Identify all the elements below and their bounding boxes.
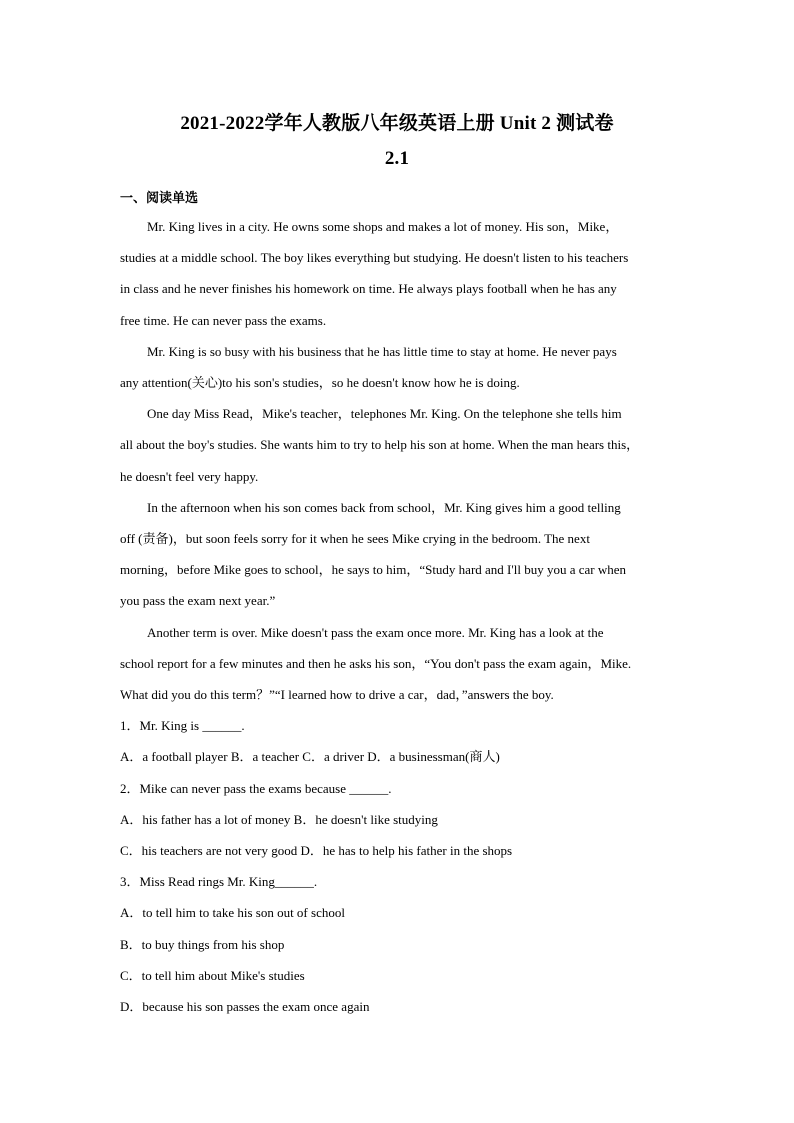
passage-line: One day Miss Read，Mike's teacher，telephones Mr. King. On the telephone she tells him	[147, 406, 622, 421]
passage-line: In the afternoon when his son comes back from school，Mr. King gives him a good telling	[147, 500, 621, 515]
passage-line: What did you do this term？”“I learned how to drive a car，dad，”answers the boy.	[120, 687, 554, 702]
passage-line: Mr. King is so busy with his business that he has little time to stay at home. He never pays	[147, 344, 617, 359]
question-2: 2．Mike can never pass the exams because ______.	[120, 781, 392, 796]
question-3-option-d: D．because his son passes the exam once again	[120, 999, 370, 1014]
question-3-option-a: A．to tell him to take his son out of school	[120, 905, 345, 920]
question-3-option-c: C．to tell him about Mike's studies	[120, 968, 305, 983]
question-1-options: A．a football player B．a teacher C．a driver D．a businessman(商人)	[120, 749, 500, 764]
passage-line: Another term is over. Mike doesn't pass the exam once more. Mr. King has a look at the	[147, 625, 604, 640]
document-title-version: 2.1	[384, 148, 410, 169]
passage-line: free time. He can never pass the exams.	[120, 313, 327, 328]
passage-line: any attention(关心)to his son's studies，so he doesn't know how he is doing.	[120, 375, 520, 390]
passage-line: in class and he never finishes his homework on time. He always plays football when he has any	[120, 281, 617, 296]
passage-line: school report for a few minutes and then he asks his son，“You don't pass the exam again，Mike.	[120, 656, 632, 671]
question-2-options-cd: C．his teachers are not very good D．he has to help his father in the shops	[120, 843, 513, 858]
question-3-option-b: B．to buy things from his shop	[120, 937, 285, 952]
section-heading: 一、阅读单选	[120, 191, 199, 206]
passage-line: Mr. King lives in a city. He owns some shops and makes a lot of money. His son，Mike，	[147, 219, 619, 234]
question-2-options-ab: A．his father has a lot of money B．he doesn't like studying	[120, 812, 438, 827]
question-1: 1．Mr. King is ______.	[120, 718, 245, 733]
passage-line: off (责备)，but soon feels sorry for it when he sees Mike crying in the bedroom. The next	[120, 531, 590, 546]
passage-line: studies at a middle school. The boy likes everything but studying. He doesn't listen to his teachers	[120, 250, 629, 265]
passage-line: morning，before Mike goes to school，he says to him，“Study hard and I'll buy you a car when	[120, 562, 626, 577]
passage-line: you pass the exam next year.”	[120, 593, 276, 608]
question-3: 3．Miss Read rings Mr. King______.	[120, 874, 318, 889]
passage-line: all about the boy's studies. She wants him to try to help his son at home. When the man hears this，	[120, 437, 640, 452]
passage-line: he doesn't feel very happy.	[120, 469, 259, 484]
document-title: 2021-2022学年人教版八年级英语上册 Unit 2 测试卷	[180, 113, 614, 134]
